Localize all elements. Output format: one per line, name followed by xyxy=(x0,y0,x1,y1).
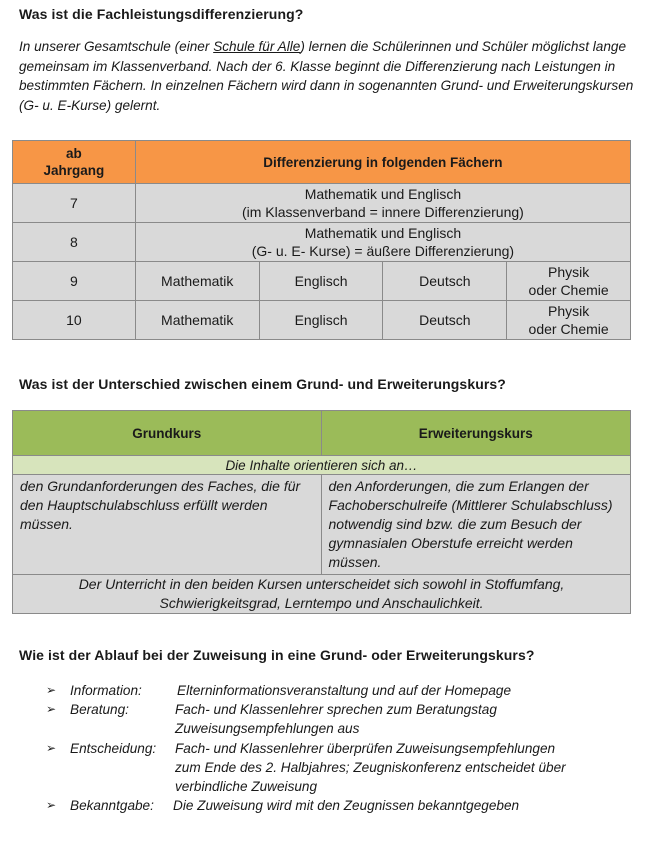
subject-cell: Deutsch xyxy=(383,262,507,301)
subject-cell: Deutsch xyxy=(383,301,507,340)
grundkurs-cell: den Grundanforderungen des Faches, die für den Hauptschulabschluss erfüllt werden müssen. xyxy=(13,475,322,575)
year-cell: 7 xyxy=(13,184,136,223)
table-row xyxy=(13,262,631,301)
arrow-bullet-icon: ➢ xyxy=(46,702,57,717)
list-item xyxy=(46,700,566,738)
subject-cell: Englisch xyxy=(259,262,383,301)
list-item-desc: zum Ende des 2. Halbjahres; Zeugniskonferenz entscheidet über xyxy=(175,759,566,775)
list-item-desc: Fach- und Klassenlehrer sprechen zum Beratungstag xyxy=(175,702,497,718)
erweiterungskurs-cell: den Anforderungen, die zum Erlangen der Fachoberschulreife (Mittlerer Schulabschluss) notwendig sind bzw. die zum Besuch der gymnasialen Oberstufe erreicht werden müssen. xyxy=(321,475,630,575)
list-item-desc: Zuweisungsempfehlungen aus xyxy=(175,721,360,737)
subject-line1: Physik xyxy=(547,264,590,280)
subject-line2: oder Chemie xyxy=(528,321,609,337)
header-jahrgang-line2: Jahrgang xyxy=(43,163,105,178)
intro-paragraph xyxy=(19,37,634,115)
list-item-desc: Fach- und Klassenlehrer überprüfen Zuweisungsempfehlungen xyxy=(175,740,556,756)
differenzierung-table xyxy=(12,140,631,340)
arrow-bullet-icon: ➢ xyxy=(46,798,57,813)
list-item-term: Beratung: xyxy=(70,702,129,718)
subject-cell: Mathematik xyxy=(135,301,259,340)
list-item xyxy=(46,681,566,700)
schule-fuer-alle-link[interactable]: Schule für Alle xyxy=(213,39,301,54)
subjects-line1: Mathematik und Englisch xyxy=(304,186,462,202)
year-cell: 10 xyxy=(13,301,136,340)
subjects-cell xyxy=(135,184,630,223)
year-cell: 8 xyxy=(13,223,136,262)
subject-cell xyxy=(507,262,631,301)
list-item-term: Entscheidung: xyxy=(70,740,157,756)
ablauf-list xyxy=(46,681,566,815)
year-cell: 9 xyxy=(13,262,136,301)
kurs-vergleich-table xyxy=(12,410,631,614)
table-row xyxy=(13,475,631,575)
footer-line2: Schwierigkeitsgrad, Lerntempo und Anschaulichkeit. xyxy=(159,595,484,611)
header-faecher: Differenzierung in folgenden Fächern xyxy=(135,141,630,184)
subject-cell: Englisch xyxy=(259,301,383,340)
subject-cell xyxy=(507,301,631,340)
subject-line2: oder Chemie xyxy=(528,282,609,298)
arrow-bullet-icon: ➢ xyxy=(46,683,57,697)
list-item xyxy=(46,739,566,797)
subheader-inhalte: Die Inhalte orientieren sich an… xyxy=(13,456,631,475)
list-item-term: Information: xyxy=(70,683,142,698)
subjects-line1: Mathematik und Englisch xyxy=(304,225,462,241)
list-item-desc: Elterninformationsveranstaltung und auf der Homepage xyxy=(177,683,512,698)
subject-cell: Mathematik xyxy=(135,262,259,301)
footer-unterricht xyxy=(13,575,631,614)
footer-line1: Der Unterricht in den beiden Kursen unterscheidet sich sowohl in Stoffumfang, xyxy=(78,576,565,592)
list-item xyxy=(46,796,566,815)
intro-text-rest: ) lernen die Schülerinnen und Schüler möglichst lange gemeinsam im Klassenverband. Nach der 6. Klasse beginnt die Differenzierung nach Leistungen in bestimmten Fächern. In einzelnen Fächern wird dann in sogenannten Grund- und Erweiterungskursen (G- u. E-Kurse) gelernt. xyxy=(19,39,634,113)
intro-text-start: In unserer Gesamtschule (einer xyxy=(19,39,214,54)
heading-ablauf: Wie ist der Ablauf bei der Zuweisung in eine Grund- oder Erweiterungskurs? xyxy=(19,647,535,663)
heading-unterschied: Was ist der Unterschied zwischen einem Grund- und Erweiterungskurs? xyxy=(19,376,506,392)
table-row xyxy=(13,184,631,223)
header-grundkurs: Grundkurs xyxy=(13,411,322,456)
table-row xyxy=(13,223,631,262)
header-jahrgang xyxy=(13,141,136,184)
list-item-desc: Die Zuweisung wird mit den Zeugnissen bekanntgegeben xyxy=(173,798,520,814)
arrow-bullet-icon: ➢ xyxy=(46,740,57,755)
subjects-cell xyxy=(135,223,630,262)
list-item-term: Bekanntgabe: xyxy=(70,798,154,814)
list-item-desc: verbindliche Zuweisung xyxy=(175,779,318,795)
subject-line1: Physik xyxy=(547,303,590,319)
subjects-line2: (G- u. E- Kurse) = äußere Differenzierung) xyxy=(251,243,515,259)
header-erweiterungskurs: Erweiterungskurs xyxy=(321,411,630,456)
heading-fachleistungsdifferenzierung: Was ist die Fachleistungsdifferenzierung? xyxy=(19,6,304,22)
subjects-line2: (im Klassenverband = innere Differenzierung) xyxy=(241,204,524,220)
table-row xyxy=(13,301,631,340)
header-jahrgang-line1: ab xyxy=(66,146,82,161)
